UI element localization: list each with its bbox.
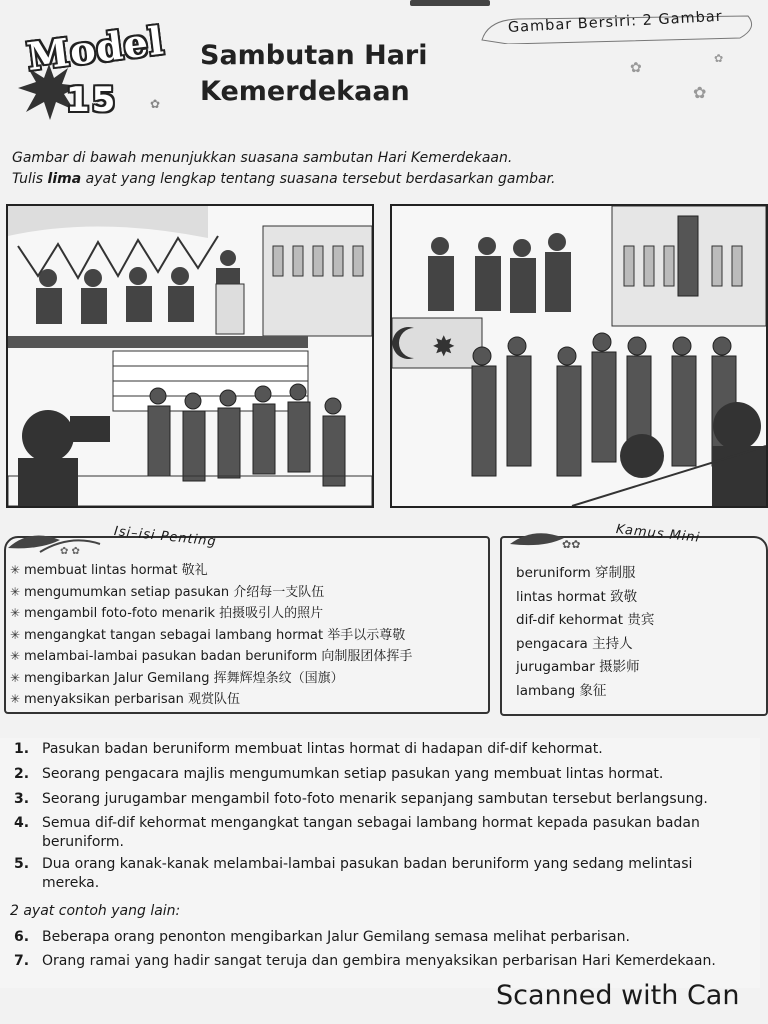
scanner-watermark: Scanned with Can (496, 980, 740, 1011)
picture-2-dignitaries-salute (390, 204, 768, 508)
instructions (12, 148, 555, 190)
model-answers (0, 738, 760, 988)
asterisk-icon: ✳ (10, 606, 21, 620)
list-item: beruniform 穿制服 (516, 565, 636, 581)
list-item: ✳ membuat lintas hormat 敬礼 (10, 560, 412, 582)
answer-item: 2. Seorang pengacara majlis mengumumkan setiap pasukan yang membuat lintas hormat. (14, 766, 664, 782)
important-points-title: Isi–isi Penting (113, 524, 218, 550)
list-item: ✳ mengambil foto-foto menarik 拍摄吸引人的照片 (10, 603, 412, 625)
leaf-decoration-icon (0, 522, 110, 558)
list-item: lintas hormat 致敬 (516, 588, 638, 605)
list-item: dif-dif kehormat 贵宾 (516, 612, 655, 628)
svg-text:✸: ✸ (432, 330, 456, 363)
parade-stage-illustration (8, 206, 372, 506)
list-item: ✳ mengangkat tangan sebagai lambang hormat 举手以示尊敬 (10, 625, 412, 647)
asterisk-icon: ✳ (10, 584, 21, 599)
small-star-icon (150, 96, 164, 110)
answer-item: 7. Orang ramai yang hadir sangat teruja dan gembira menyaksikan perbarisan Hari Kemerdekaan. (14, 953, 716, 969)
answer-item: 6. Beberapa orang penonton mengibarkan Jalur Gemilang semasa melihat perbarisan. (14, 929, 630, 945)
answer-item: 3. Seorang jurugambar mengambil foto-foto menarik sepanjang sambutan tersebut berlangsung. (14, 791, 708, 807)
dignitaries-illustration (392, 206, 766, 506)
top-edge-mark (410, 0, 490, 6)
svg-text:✿: ✿ (693, 83, 707, 102)
picture-1-stage-parade (6, 204, 374, 508)
asterisk-icon: ✳ (10, 692, 21, 706)
kamus-mini-list (516, 562, 654, 703)
asterisk-icon: ✳ (10, 627, 21, 642)
list-item: ✳ melambai-lambai pasukan badan beruniform 向制服团体挥手 (10, 646, 412, 668)
model-number: 15 (66, 80, 118, 120)
asterisk-icon: ✳ (10, 563, 21, 577)
svg-text:✿ ✿: ✿ ✿ (60, 546, 80, 557)
answer-item: 5. Dua orang kanak-kanak melambai-lambai pasukan badan beruniform yang sedang melintasi mereka. (14, 856, 693, 891)
asterisk-icon: ✳ (10, 649, 21, 663)
instruction-line-1: Gambar di bawah menunjukkan suasana sambutan Hari Kemerdekaan. (12, 150, 513, 166)
asterisk-icon: ✳ (10, 670, 21, 685)
list-item: ✳ mengumumkan setiap pasukan 介绍每一支队伍 (10, 582, 412, 604)
answer-item: 4. Semua dif-dif kehormat mengangkat tangan sebagai lambang hormat kepada pasukan badan beruniform. (14, 815, 700, 850)
list-item: ✳ menyaksikan perbarisan 观赏队伍 (10, 689, 412, 711)
svg-text:✿: ✿ (714, 52, 724, 65)
list-item: lambang 象征 (516, 682, 607, 699)
example-heading: 2 ayat contoh yang lain: (10, 903, 181, 919)
instruction-line-2: Tulis lima ayat yang lengkap tentang suasana tersebut berdasarkan gambar. (12, 171, 556, 187)
answer-item: 1. Pasukan badan beruniform membuat lintas hormat di hadapan dif-dif kehormat. (14, 741, 603, 757)
model-label: Model (24, 17, 167, 79)
list-item: pengacara 主持人 (516, 635, 633, 652)
title-line-1: Sambutan Hari (200, 40, 428, 71)
svg-text:✿: ✿ (150, 97, 161, 110)
svg-text:✿: ✿ (630, 60, 642, 76)
kamus-mini-title: Kamus Mini (615, 522, 701, 546)
important-points-list (10, 560, 412, 711)
title-line-2: Kemerdekaan (200, 76, 410, 107)
decorative-flowers-icon (578, 48, 748, 108)
list-item: jurugambar 摄影师 (516, 659, 640, 675)
series-label: Gambar Bersiri: 2 Gambar (507, 8, 724, 36)
svg-text:✿✿: ✿✿ (562, 538, 581, 551)
page-title (200, 38, 427, 110)
bold-lima: lima (47, 171, 82, 187)
list-item: ✳ mengibarkan Jalur Gemilang 挥舞辉煌条纹（国旗） (10, 668, 412, 690)
flower-decoration-icon (504, 522, 604, 552)
